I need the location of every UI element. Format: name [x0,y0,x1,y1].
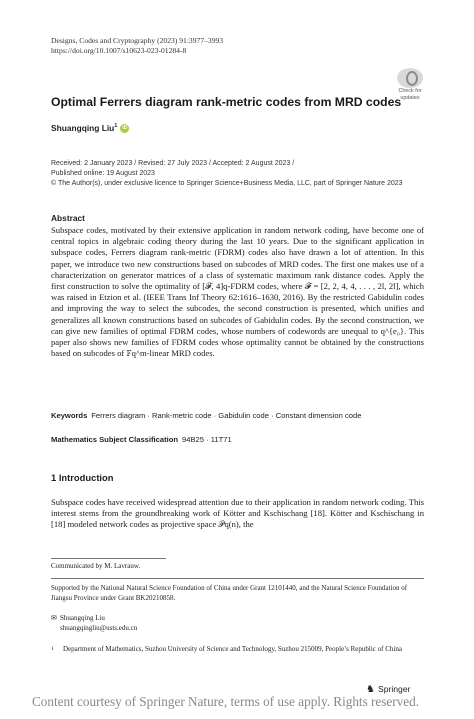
keywords-label: Keywords [51,411,88,420]
abstract-heading: Abstract [51,213,85,223]
keywords-list: Ferrers diagram · Rank-metric code · Gabidulin code · Constant dimension code [91,411,362,420]
abstract-text: Subspace codes, motivated by their extensive application in random network coding, have become one of central topics in algebraic coding theory during the last 10 years. Due to the significant application in subspace codes, Ferrers diagram rank-metric (FDRM) codes also have drawn a lot of attention. In this paper, we introduce two new constructions based on subcodes of MRD codes. The first one makes use of a characterization on generator matrices of a class of systematic maximum rank distance codes. Apply the first construction to solve the optimality of [𝓕, 4]q-FDRM codes, where 𝓕 = [2, 2, 4, 4, . . . , 2l, 2l], which was raised in Etzion et al. (IEEE Trans Inf Theory 62:1616–1630, 2016). By the restricted Gabidulin codes and improving the way to select the subcodes, the second construction is presented, which unifies and generalizes all known constructions based on subcodes of Gabidulin codes. By the second construction, we can give new families of optimal FDRM codes, whose numbers of codewords are unequal to q^{e₀}. This paper also shows new families of FDRM codes whose optimality cannot be obtained by the constructions based on subcodes of 𝔽q^m-linear MRD codes. [51,225,424,359]
communicated-note: Communicated by M. Lavrauw. [51,562,141,570]
dates-line-1: Received: 2 January 2023 / Revised: 27 July 2023 / Accepted: 2 August 2023 / [51,160,295,167]
dates-line-2: Published online: 19 August 2023 [51,169,155,177]
msc-label: Mathematics Subject Classification [51,435,179,444]
footnote-divider-full [51,578,424,579]
publication-dates [51,159,403,188]
journal-citation: Designs, Codes and Cryptography (2023) 91:3977–3993 [51,36,224,45]
affiliation-text: Department of Mathematics, Suzhou University of Science and Technology, Suzhou 215009, People’s Republic of China [63,645,402,653]
contact-name: Shuangqing Liu [60,614,105,622]
introduction-text: Subspace codes have received widespread attention due to their application in random network coding. This interest stems from the groundbreaking work of Kötter and Kschischang [18]. Kötter and Kschischang in [18] modeled network codes as projective space 𝒫q(n), the [51,497,424,530]
contact-email[interactable]: shuangqingliu@usts.edu.cn [60,623,138,632]
envelope-icon: ✉ [51,614,57,622]
courtesy-watermark: Content courtesy of Springer Nature, terms of use apply. Rights reserved. [32,694,419,709]
check-updates-label: Check for updates [398,88,422,101]
section-heading: 1 Introduction [51,472,114,483]
affiliation-note [51,645,424,655]
journal-header [51,36,223,56]
msc-codes: 94B25 · 11T71 [182,435,232,444]
author-affil-mark: 1 [114,123,118,130]
msc-classification [51,435,232,444]
author-line [51,123,129,133]
paper-title: Optimal Ferrers diagram rank-metric codes from MRD codes [51,95,402,109]
doi-link[interactable]: https://doi.org/10.1007/s10623-023-01284-8 [51,46,187,55]
copyright-line: © The Author(s), under exclusive licence to Springer Science+Business Media, LLC, part of Springer Nature 2023 [51,179,403,187]
springer-horse-icon: ♞ [366,684,375,695]
springer-label: Springer [378,684,411,694]
check-updates-icon [397,68,423,88]
author-name[interactable]: Shuangqing Liu [51,123,115,133]
keywords [51,411,361,420]
funding-note: Supported by the National Natural Science Foundation of China under Grant 12101440, and the Natural Science Foundation of Jiangsu Province under Grant BK20210858. [51,584,408,602]
orcid-icon[interactable]: iD [122,125,128,132]
footnote-divider [51,558,166,559]
contact-block [51,614,424,633]
affiliation-mark: 1 [51,646,54,652]
